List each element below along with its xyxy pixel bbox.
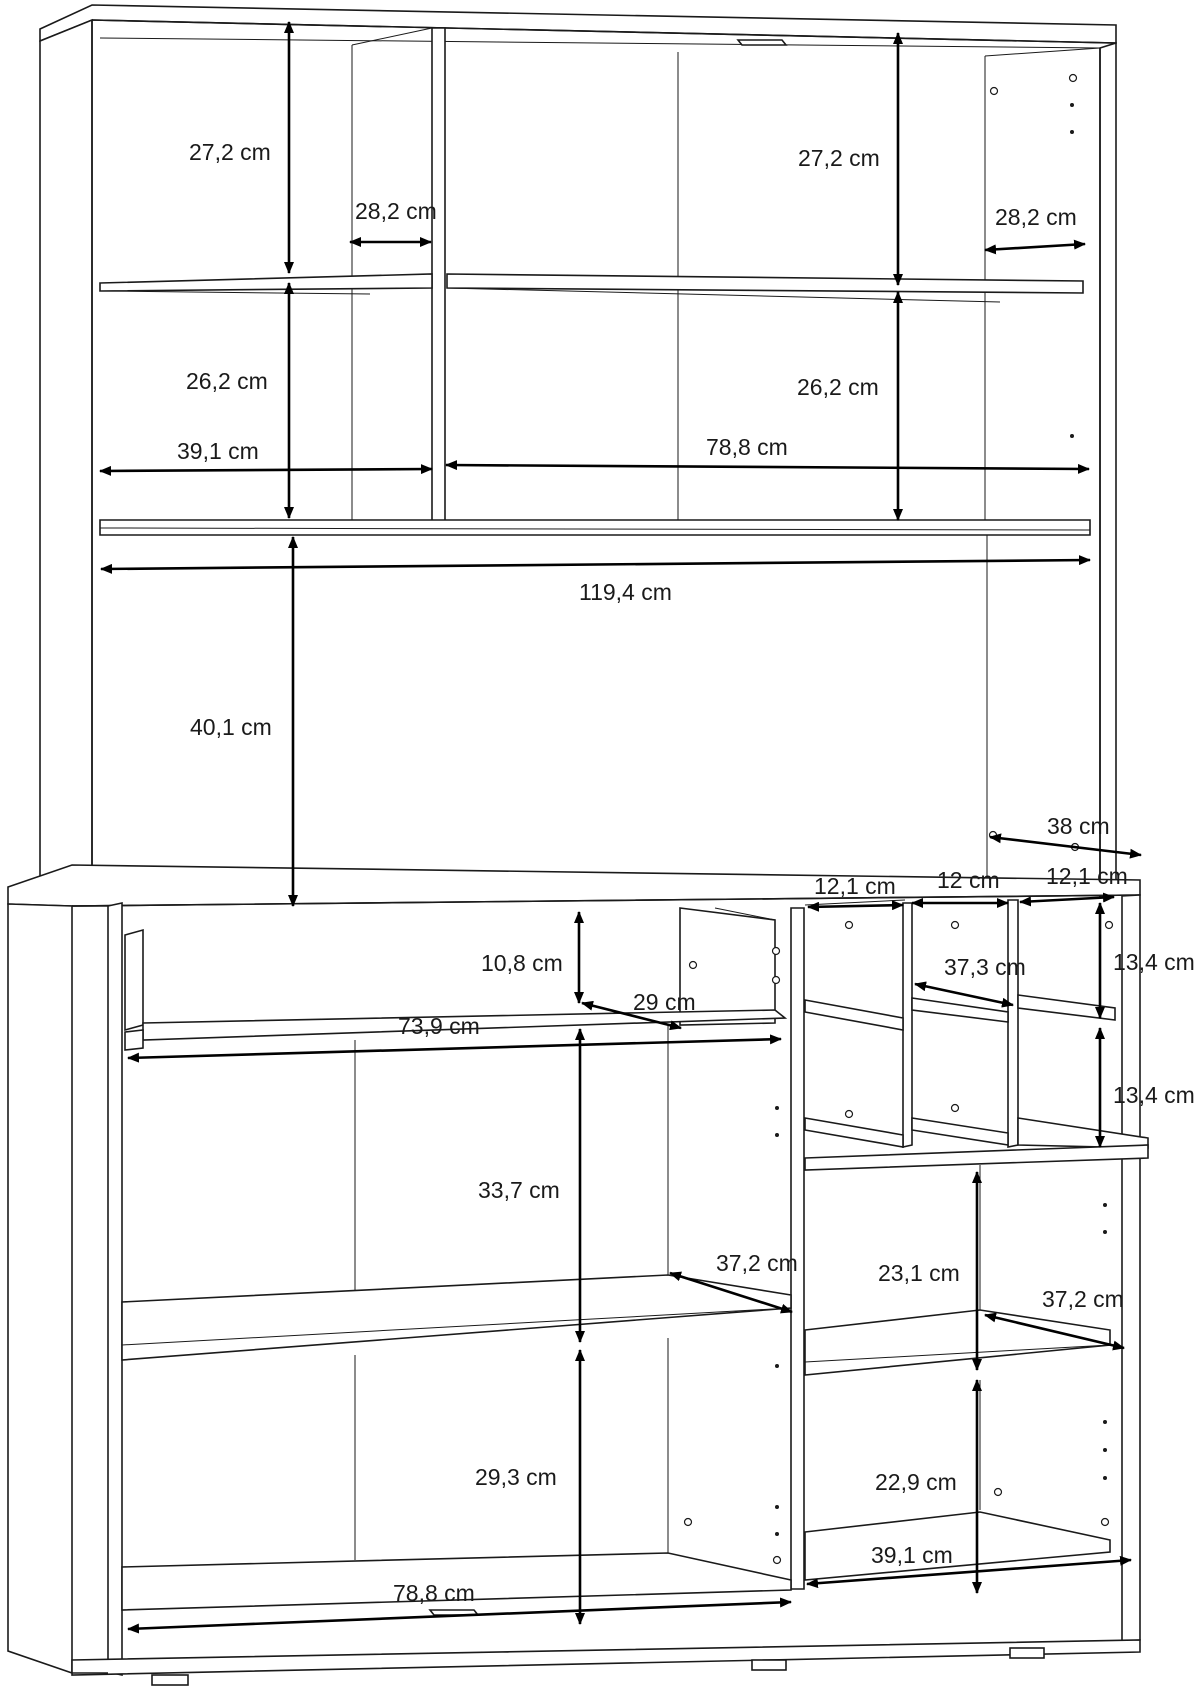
label-cube-depth: 37,3 cm <box>944 954 1026 980</box>
label-total-width: 119,4 cm <box>579 579 672 605</box>
label-lower-height: 33,7 cm <box>478 1177 560 1203</box>
label-drawer-height: 10,8 cm <box>481 950 563 976</box>
label-lower-shelf-depth: 37,2 cm <box>716 1250 798 1276</box>
label-drawer-depth: 29 cm <box>633 989 696 1015</box>
label-cube-height-2: 13,4 cm <box>1113 1082 1195 1108</box>
arrow-right-width <box>446 465 1089 469</box>
label-mid-right-height: 26,2 cm <box>797 374 879 400</box>
label-left-width: 39,1 cm <box>177 438 259 464</box>
arrow-cube-width-1 <box>808 905 903 907</box>
label-bottom-height: 29,3 cm <box>475 1464 557 1490</box>
label-right-shelf-depth: 37,2 cm <box>1042 1286 1124 1312</box>
label-mid-left-height: 26,2 cm <box>186 368 268 394</box>
label-top-right-height: 27,2 cm <box>798 145 880 171</box>
label-bottom-width: 78,8 cm <box>393 1580 475 1606</box>
arrow-left-width <box>100 469 432 471</box>
arrow-total-width <box>101 560 1090 569</box>
label-cube-height-1: 13,4 cm <box>1113 949 1195 975</box>
label-right-bottom-width: 39,1 cm <box>871 1542 953 1568</box>
label-top-left-depth: 28,2 cm <box>355 198 437 224</box>
label-right-width: 78,8 cm <box>706 434 788 460</box>
label-cube-width-2: 12 cm <box>937 867 1000 893</box>
label-top-right-depth: 28,2 cm <box>995 204 1077 230</box>
label-drawer-width: 73,9 cm <box>398 1013 480 1039</box>
label-right-bottom-height: 22,9 cm <box>875 1469 957 1495</box>
arrow-top-right-depth <box>985 244 1085 250</box>
label-open-height: 40,1 cm <box>190 714 272 740</box>
label-right-lower-height: 23,1 cm <box>878 1260 960 1286</box>
arrow-drawer-width <box>128 1039 781 1058</box>
label-depth: 38 cm <box>1047 813 1110 839</box>
label-top-left-height: 27,2 cm <box>189 139 271 165</box>
label-cube-width-3: 12,1 cm <box>1046 863 1128 889</box>
arrow-depth <box>990 837 1141 855</box>
label-cube-width-1: 12,1 cm <box>814 873 896 899</box>
arrow-cube-width-3 <box>1020 897 1114 902</box>
